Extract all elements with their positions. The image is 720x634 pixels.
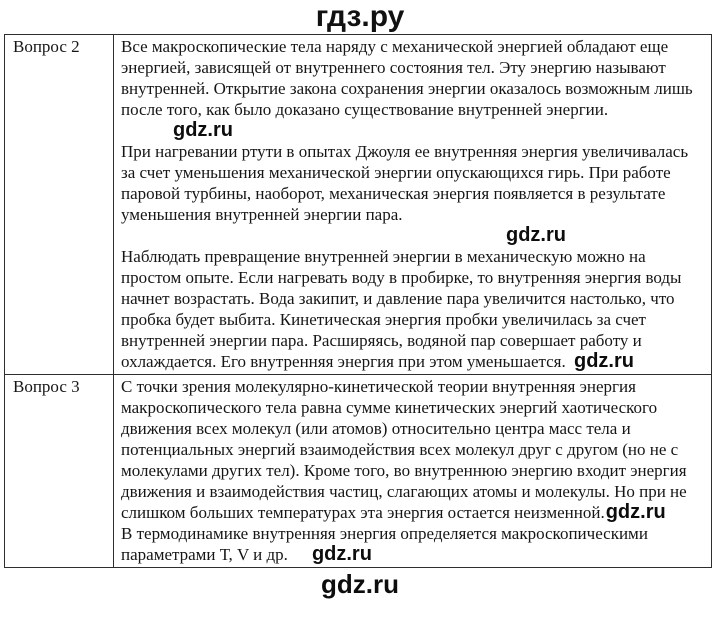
- gdz-watermark: gdz.ru: [173, 119, 233, 141]
- answer-cell: [114, 35, 712, 375]
- table-row: [5, 375, 712, 568]
- answer-paragraph: В термодинамике внутренняя энергия определяется макроскопическими параметрами Т, V и др. gdz.ru: [121, 524, 648, 565]
- answer-paragraph: Наблюдать превращение внутренней энергии в механическую можно на простом опыте. Если нагревать воду в пробирке, то внутренняя энергия воды начнет возрастать. Вода закипит, и давление пара увеличится настолько, что пробка будет выбита. Кинетическая энергия пробки увеличилась за счет внутренней энергии пара. Расширяясь, водяной пар совершает работу и охлаждается. Его внутренняя энергия при этом уменьшается. gdz.ru: [121, 247, 682, 372]
- gdz-watermark: gdz.ru: [506, 224, 566, 246]
- gdz-watermark: gdz.ru: [605, 501, 666, 523]
- footer-brand: gdz.ru: [321, 569, 399, 599]
- question-label: Вопрос 3: [5, 375, 114, 568]
- qa-table-body: [5, 35, 712, 568]
- answer-paragraph: Все макроскопические тела наряду с механической энергией обладают еще энергией, зависящей от внутреннего состояния тел. Эту энергию называют внутренней. Открытие закона сохранения энергии оказалось возможным лишь после того, как было доказано существование внутренней энергии.: [121, 37, 693, 119]
- gdz-watermark: gdz.ru: [574, 350, 634, 372]
- qa-table: [4, 34, 712, 568]
- answer-paragraph: При нагревании ртути в опытах Джоуля ее внутренняя энергия увеличивалась за счет уменьшения механической энергии опускающихся гирь. При работе паровой турбины, наоборот, механическая энергия появляется в результате уменьшения внутренней энергии пара.: [121, 142, 689, 224]
- question-label: Вопрос 2: [5, 35, 114, 375]
- gdz-watermark: gdz.ru: [311, 543, 372, 565]
- answer-cell: [114, 375, 712, 568]
- answer-paragraph: С точки зрения молекулярно-кинетической теории внутренняя энергия макроскопического тела равна сумме кинетических энергий хаотического движения всех молекул (или атомов) относительно центра масс тела и потенциальных энергий взаимодействия всех молекул друг с другом (но не с молекулами других тел). Кроме того, во внутреннюю энергию входит энергия движения и взаимодействия частиц, слагающих атомы и молекулы. Но при не слишком больших температурах эта энергия остается неизменной.gdz.ru: [121, 377, 687, 523]
- table-row: [5, 35, 712, 375]
- site-title: гдз.ру: [315, 0, 405, 33]
